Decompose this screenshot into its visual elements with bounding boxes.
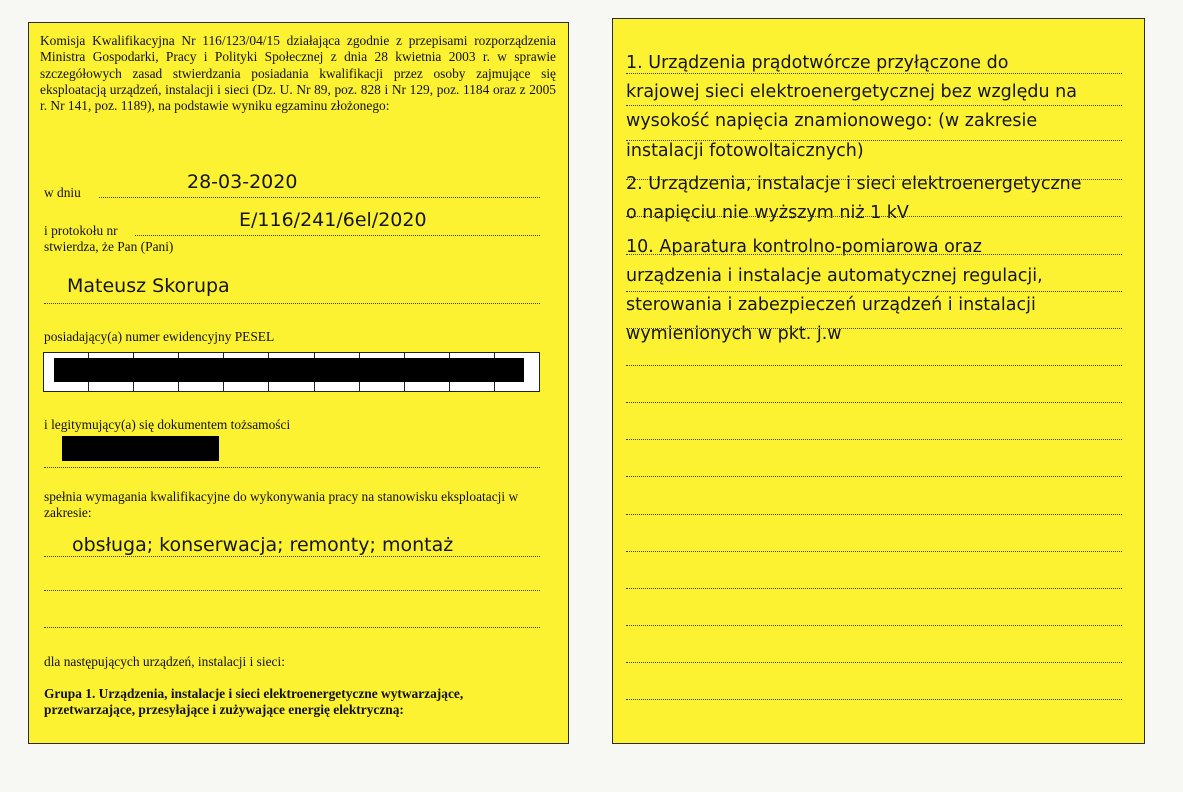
right-dotted-line bbox=[626, 216, 1122, 217]
exam-date-value: 28-03-2020 bbox=[187, 171, 298, 193]
right-dotted-line bbox=[626, 551, 1122, 552]
group-entry-line: sterowania i zabezpieczeń urządzeń i instalacji bbox=[626, 295, 1036, 315]
group-entry-line: urządzenia i instalacje automatycznej regulacji, bbox=[626, 266, 1043, 286]
id-document-redaction-bar bbox=[62, 436, 219, 461]
right-dotted-line bbox=[626, 402, 1122, 403]
right-dotted-line bbox=[626, 588, 1122, 589]
pesel-redaction-bar bbox=[54, 358, 524, 382]
right-dotted-line bbox=[626, 514, 1122, 515]
group-entry-line: krajowej sieci elektroenergetycznej bez względu na bbox=[626, 82, 1077, 102]
group-entry-line: 2. Urządzenia, instalacje i sieci elektroenergetyczne bbox=[626, 174, 1082, 194]
pesel-label: posiadający(a) numer ewidencyjny PESEL bbox=[44, 329, 275, 344]
date-label: w dniu bbox=[44, 185, 81, 200]
right-dotted-line bbox=[626, 439, 1122, 440]
right-dotted-line bbox=[626, 140, 1122, 141]
scope-dotted-line-2 bbox=[44, 590, 540, 591]
group-entry-line: wymienionych w pkt. j.w bbox=[626, 324, 842, 344]
protocol-number-value: E/116/241/6el/2020 bbox=[239, 209, 427, 231]
group-entry-line: instalacji fotowoltaicznych) bbox=[626, 141, 864, 161]
group-entry-line: 1. Urządzenia prądotwórcze przyłączone do bbox=[626, 53, 1009, 73]
requirements-label: spełnia wymagania kwalifikacyjne do wykonywania pracy na stanowisku eksploatacji w zakresie: bbox=[44, 489, 519, 521]
certificate-right-page bbox=[612, 18, 1145, 744]
group-1-label: Grupa 1. Urządzenia, instalacje i sieci elektroenergetyczne wytwarzające, przetwarzające, przesyłające i zużywające energię elektryczną: bbox=[44, 686, 464, 717]
right-dotted-line bbox=[626, 291, 1122, 292]
right-dotted-line bbox=[626, 365, 1122, 366]
right-dotted-line bbox=[626, 73, 1122, 74]
group-entry-line: wysokość napięcia znamionowego: (w zakresie bbox=[626, 111, 1038, 131]
right-dotted-line bbox=[626, 625, 1122, 626]
right-dotted-line bbox=[626, 328, 1122, 329]
id-document-label: i legitymujący(a) się dokumentem tożsamości bbox=[44, 417, 291, 432]
protocol-dotted-line bbox=[135, 235, 540, 236]
group-entry-line: o napięciu nie wyższym niż 1 kV bbox=[626, 203, 909, 223]
scope-dotted-line-1 bbox=[44, 556, 540, 557]
right-dotted-line bbox=[626, 254, 1122, 255]
name-dotted-line bbox=[44, 303, 540, 304]
right-dotted-line bbox=[626, 179, 1122, 180]
group-entry-line: 10. Aparatura kontrolno-pomiarowa oraz bbox=[626, 237, 982, 257]
id-document-dotted-line bbox=[44, 467, 540, 468]
date-dotted-line bbox=[99, 197, 540, 198]
work-scope-value: obsługa; konserwacja; remonty; montaż bbox=[72, 534, 454, 556]
certificate-left-page bbox=[28, 22, 569, 744]
right-dotted-line bbox=[626, 662, 1122, 663]
devices-label: dla następujących urządzeń, instalacji i sieci: bbox=[44, 654, 285, 669]
intro-text: Komisja Kwalifikacyjna Nr 116/123/04/15 działająca zgodnie z przepisami rozporządzenia Ministra Gospodarki, Pracy i Polityki Społecznej z dnia 28 kwietnia 2003 r. w sprawie szczegółowych zasad stwierdzania posiadania kwalifikacji przez osoby zajmujące się eksploatacją urządzeń, instalacji i sieci (Dz. U. Nr 89, poz. 828 i Nr 129, poz. 1184 oraz z 2005 r. Nr 141, poz. 1189), na podstawie wyniku egzaminu złożonego: bbox=[40, 33, 556, 114]
scope-dotted-line-3 bbox=[44, 627, 540, 628]
right-dotted-line bbox=[626, 699, 1122, 700]
holder-name-value: Mateusz Skorupa bbox=[67, 275, 230, 297]
right-dotted-line bbox=[626, 476, 1122, 477]
protocol-label: i protokołu nr bbox=[44, 223, 118, 238]
confirms-label: stwierdza, że Pan (Pani) bbox=[44, 239, 174, 254]
right-dotted-line bbox=[626, 105, 1122, 106]
